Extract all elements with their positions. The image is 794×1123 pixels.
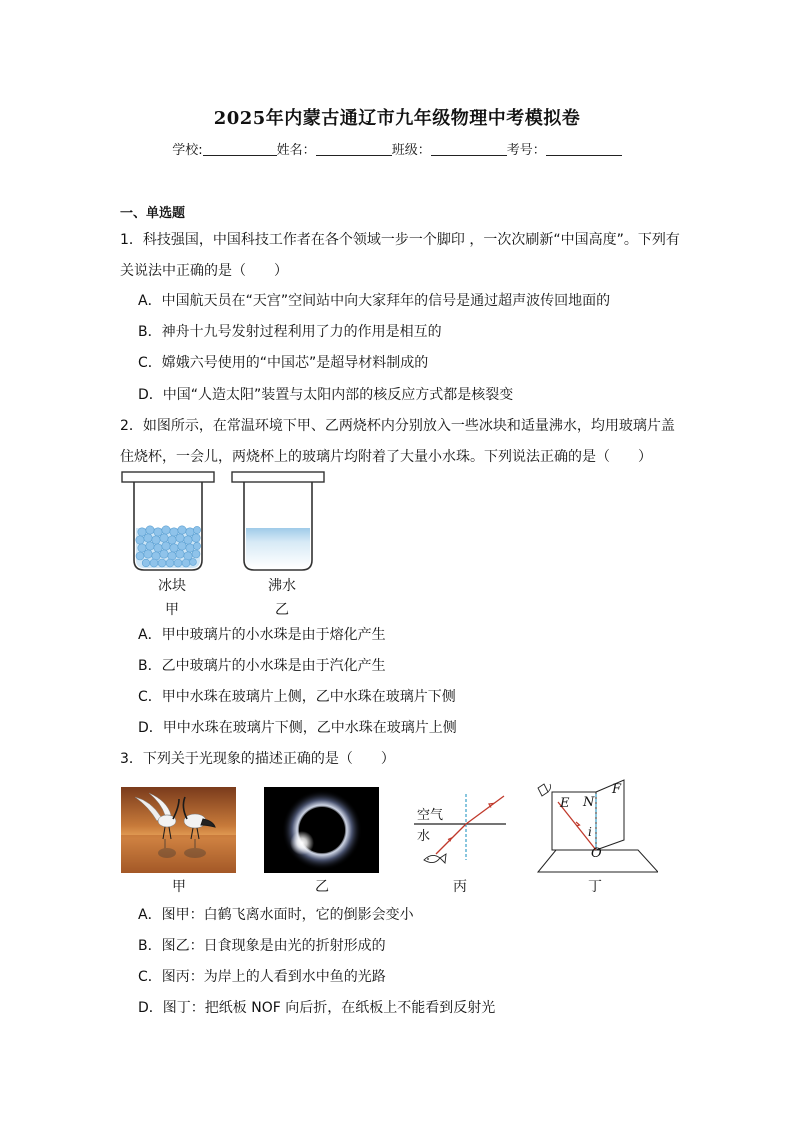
exam-number-blank[interactable] bbox=[546, 142, 622, 156]
beaker-1-name: 甲 bbox=[165, 602, 179, 618]
fish-icon bbox=[424, 854, 446, 863]
beaker-2-label: 沸水 bbox=[268, 578, 296, 594]
class-label: 班级： bbox=[391, 143, 431, 158]
question-2-option-a[interactable]: A．甲中玻璃片的小水珠是由于熔化产生 bbox=[138, 627, 386, 643]
figure-label-jia: 甲 bbox=[172, 879, 186, 895]
class-blank[interactable] bbox=[431, 142, 507, 156]
beaker-2-name: 乙 bbox=[275, 602, 289, 618]
beaker-water bbox=[232, 472, 324, 570]
question-1-option-a[interactable]: A．中国航天员在“天宫”空间站中向大家拜年的信号是通过超声波传回地面的 bbox=[138, 293, 611, 309]
school-blank[interactable] bbox=[203, 142, 277, 156]
exam-number-label: 考号： bbox=[506, 143, 546, 158]
question-2-stem-line1: 2．如图所示，在常温环境下甲、乙两烧杯内分别放入一些冰块和适量沸水，均用玻璃片盖 bbox=[120, 418, 675, 434]
name-label: 姓名： bbox=[276, 143, 316, 158]
question-3-option-b[interactable]: B．图乙：日食现象是由光的折射形成的 bbox=[138, 938, 386, 954]
beaker-1-label: 冰块 bbox=[158, 578, 186, 594]
school-field bbox=[172, 139, 276, 158]
letter-E: E bbox=[560, 796, 570, 811]
question-1-stem-line2: 关说法中正确的是（ ） bbox=[120, 263, 288, 279]
figure-label-bing: 丙 bbox=[453, 879, 467, 895]
school-label: 学校: bbox=[172, 143, 203, 158]
question-3-option-d[interactable]: D．图丁：把纸板 NOF 向后折，在纸板上不能看到反射光 bbox=[138, 1000, 496, 1016]
beaker-ice bbox=[122, 472, 214, 570]
letter-N: N bbox=[583, 795, 595, 810]
question-3-option-a[interactable]: A．图甲：白鹤飞离水面时，它的倒影会变小 bbox=[138, 907, 414, 923]
question-2-option-c[interactable]: C．甲中水珠在玻璃片上侧，乙中水珠在玻璃片下侧 bbox=[138, 689, 456, 705]
figure-label-ding: 丁 bbox=[588, 879, 602, 895]
light-source-icon bbox=[538, 784, 551, 796]
beakers-figure bbox=[118, 468, 338, 576]
question-1-option-b[interactable]: B．神舟十九号发射过程利用了力的作用是相互的 bbox=[138, 324, 442, 340]
water bbox=[246, 528, 310, 568]
letter-F: F bbox=[612, 782, 622, 797]
letter-O: O bbox=[591, 846, 602, 861]
water-label: 水 bbox=[417, 829, 431, 844]
letter-i: i bbox=[588, 825, 592, 839]
class-field bbox=[392, 139, 507, 158]
exam-title: 2025年内蒙古通辽市九年级物理中考模拟卷 bbox=[213, 108, 581, 129]
crane-photo bbox=[121, 787, 236, 873]
solar-eclipse-photo bbox=[264, 787, 379, 873]
question-3-option-c[interactable]: C．图丙：为岸上的人看到水中鱼的光路 bbox=[138, 969, 386, 985]
question-1-stem-line1: 1．科技强国，中国科技工作者在各个领域一步一个脚印 ，一次次刷新“中国高度”。下列有 bbox=[120, 232, 680, 248]
section-title: 一、单选题 bbox=[120, 206, 186, 221]
question-2-option-b[interactable]: B．乙中玻璃片的小水珠是由于汽化产生 bbox=[138, 658, 386, 674]
question-1-option-d[interactable]: D．中国“人造太阳”装置与太阳内部的核反应方式都是核裂变 bbox=[138, 387, 514, 403]
question-2-option-d[interactable]: D．甲中水珠在玻璃片下侧，乙中水珠在玻璃片上侧 bbox=[138, 720, 457, 736]
exam-number-field bbox=[507, 139, 622, 158]
question-3-stem: 3．下列关于光现象的描述正确的是（ ） bbox=[120, 751, 395, 767]
reflection-board-diagram bbox=[534, 778, 658, 878]
figure-label-yi: 乙 bbox=[315, 879, 329, 895]
name-field bbox=[277, 139, 392, 158]
name-blank[interactable] bbox=[316, 142, 392, 156]
refracted-ray-air bbox=[466, 796, 504, 824]
question-2-stem-line2: 住烧杯，一会儿，两烧杯上的玻璃片均附着了大量小水珠。下列说法正确的是（ ） bbox=[120, 449, 652, 465]
air-label: 空气 bbox=[417, 808, 444, 823]
ice-cubes bbox=[136, 526, 201, 568]
question-1-option-c[interactable]: C．嫦娥六号使用的“中国芯”是超导材料制成的 bbox=[138, 355, 429, 371]
student-info-row bbox=[0, 139, 794, 158]
